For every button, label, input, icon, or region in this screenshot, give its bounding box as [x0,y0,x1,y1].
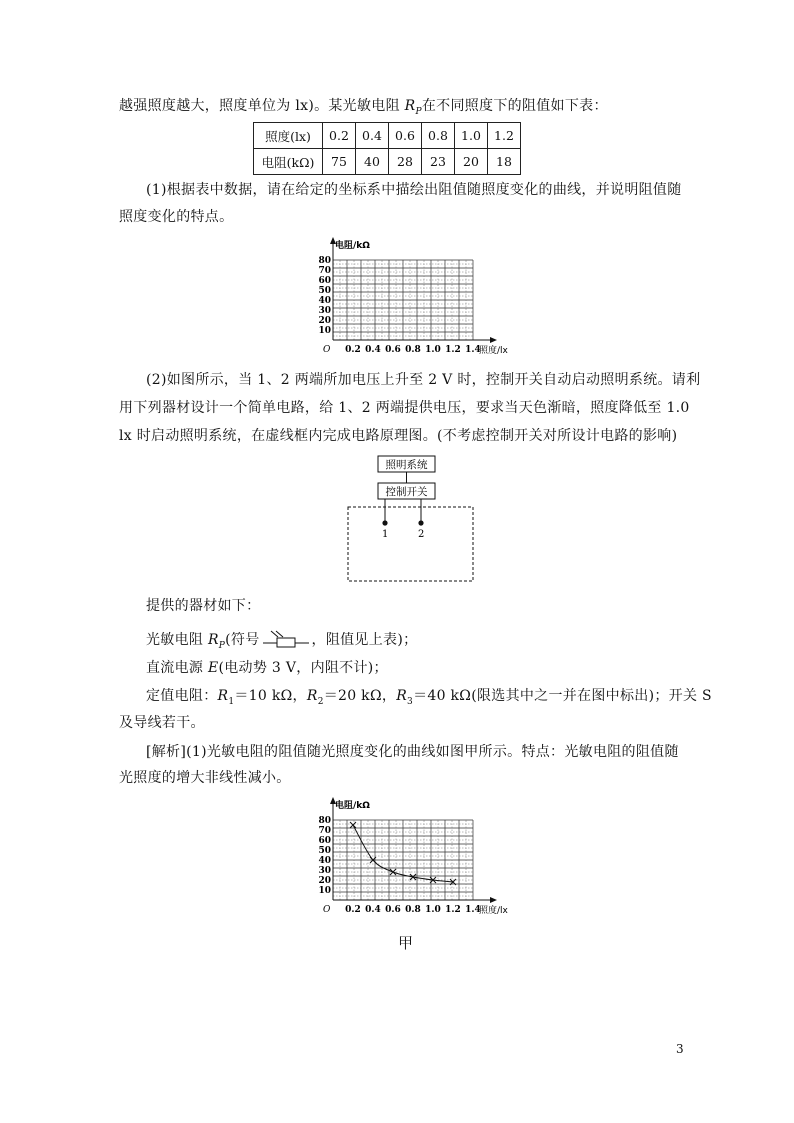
x-tick-label: 1.0 [425,345,441,355]
table-cell: 0.4 [356,123,389,149]
equipment-photoresistor: 光敏电阻 $R_P$(符号 ，阻值见上表)； [146,632,418,651]
rp-symbol: $R_P$ [404,98,422,117]
x-tick-label: 1.4 [465,905,481,915]
y-tick-label: 20 [318,316,331,326]
x-tick-label: 1.2 [445,905,461,915]
y-tick-label: 40 [318,296,331,306]
equipment-power-source: 直流电源 E(电动势 3 V，内阻不计)； [146,660,388,676]
figure-caption: 甲 [398,934,414,952]
table-cell: 20 [455,149,488,175]
intro-line [119,96,608,122]
resistance-curve-chart [315,796,525,918]
table-row [254,123,521,149]
y-tick-label: 40 [318,856,331,866]
table-cell: 18 [488,149,521,175]
y-tick-label: 70 [318,826,331,836]
x-axis-label: 照度/lx [479,906,508,916]
x-tick-label: 0.8 [405,905,421,915]
table-row [254,149,521,175]
terminal-2-dot [418,520,423,525]
equipment-resistors: 定值电阻：$R_1=10$ kΩ，$R_2=20$ kΩ，$R_3=40$ kΩ(限选其中之一并在图中标出)；开关 S [146,688,712,707]
question-1-line-2: 照度变化的特点。 [119,209,234,225]
y-tick-label: 10 [318,886,331,896]
y-tick-label: 80 [318,816,331,826]
origin-label: O [323,905,331,915]
rp-symbol: $R_P$ [207,632,226,651]
y-tick-label: 30 [318,306,331,316]
lighting-system-label: 照明系统 [385,459,428,471]
x-tick-label: 1.4 [465,345,481,355]
table-cell: 28 [389,149,422,175]
terminal-1-dot [382,520,387,525]
resistance-table [253,122,521,175]
y-axis-label: 电阻/kΩ [335,801,370,811]
x-tick-label: 1.0 [425,905,441,915]
x-tick-label: 1.2 [445,345,461,355]
data-point [350,822,356,828]
x-tick-label: 0.2 [345,905,361,915]
terminal-1-label: 1 [382,529,389,540]
table-cell: 23 [422,149,455,175]
table-cell: 1.0 [455,123,488,149]
y-tick-label: 70 [318,266,331,276]
intro-text: 越强照度越大，照度单位为 lx)。某光敏电阻 [119,98,405,114]
page-number: 3 [676,1042,684,1056]
table-cell: 40 [356,149,389,175]
y-tick-label: 50 [318,286,331,296]
x-tick-label: 0.4 [365,905,381,915]
origin-label: O [323,345,331,355]
x-tick-label: 0.6 [385,905,401,915]
y-tick-label: 80 [318,256,331,266]
equipment-title: 提供的器材如下： [146,598,261,614]
table-header-illuminance: 照度(lx) [254,123,323,149]
table-cell: 1.2 [488,123,521,149]
y-tick-label: 10 [318,326,331,336]
y-tick-label: 50 [318,846,331,856]
question-1-line-1: (1)根据表中数据，请在给定的坐标系中描绘出阻值随照度变化的曲线，并说明阻值随 [146,182,682,198]
table-cell: 75 [323,149,356,175]
x-tick-label: 0.4 [365,345,381,355]
table-cell: 0.6 [389,123,422,149]
photoresistor-symbol-icon [263,630,309,648]
x-tick-label: 0.6 [385,345,401,355]
x-axis-arrow [490,337,497,343]
empty-grid-chart [315,236,525,358]
x-axis-arrow [490,897,497,903]
answer-line-1: [解析](1)光敏电阻的阻值随光照度变化的曲线如图甲所示。特点：光敏电阻的阻值随 [146,744,679,760]
intro-text-2: 在不同照度下的阻值如下表： [421,98,608,114]
x-tick-label: 0.2 [345,345,361,355]
circuit-diagram [345,452,480,586]
y-tick-label: 60 [318,836,331,846]
y-tick-label: 60 [318,276,331,286]
dashed-design-frame [348,507,473,581]
question-2-line-1: (2)如图所示，当 1、2 两端所加电压上升至 2 V 时，控制开关自动启动照明系统。请利 [146,372,701,388]
y-axis-label: 电阻/kΩ [335,241,370,251]
answer-line-2: 光照度的增大非线性减小。 [119,770,291,786]
table-header-resistance: 电阻(kΩ) [254,149,323,175]
equipment-end: 及导线若干。 [119,715,205,731]
x-tick-label: 0.8 [405,345,421,355]
table-cell: 0.2 [323,123,356,149]
table-cell: 0.8 [422,123,455,149]
y-tick-label: 20 [318,876,331,886]
question-2-line-3: lx 时启动照明系统，在虚线框内完成电路原理图。(不考虑控制开关对所设计电路的影响) [119,428,678,444]
x-axis-label: 照度/lx [479,346,508,356]
question-2-line-2: 用下列器材设计一个简单电路，给 1、2 两端提供电压，要求当天色渐暗，照度降低至 1.0 [119,400,690,416]
y-tick-label: 30 [318,866,331,876]
terminal-2-label: 2 [418,529,425,540]
control-switch-label: 控制开关 [385,486,428,498]
